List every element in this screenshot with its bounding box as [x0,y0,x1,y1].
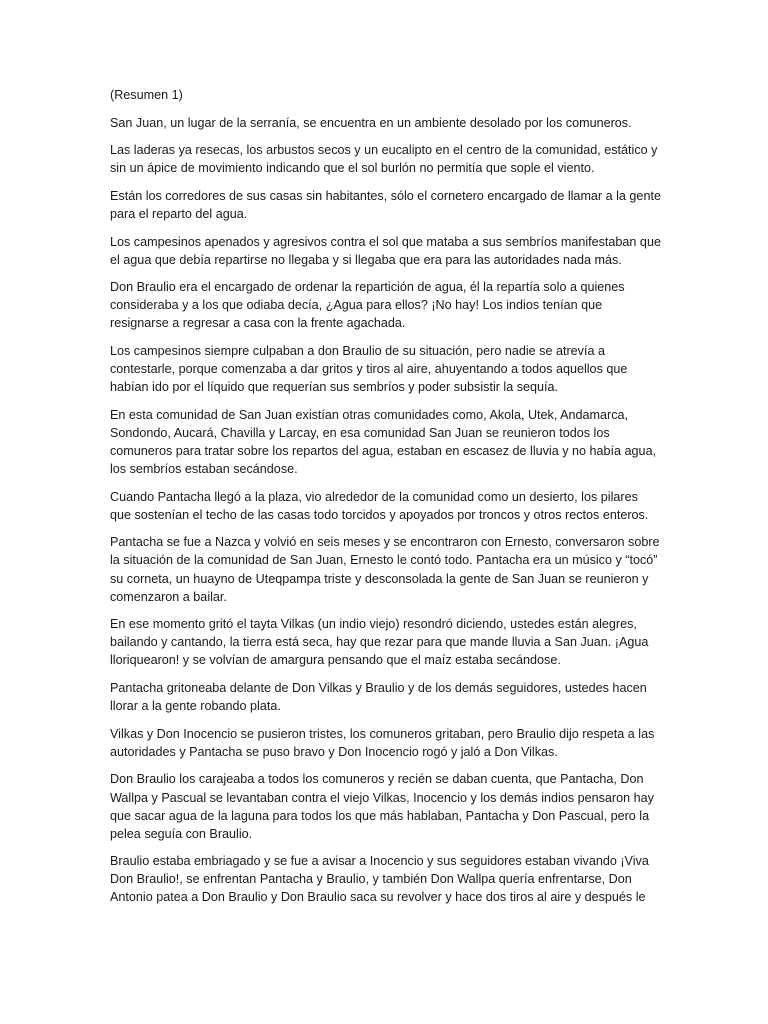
paragraph: Don Braulio era el encargado de ordenar la repartición de agua, él la repartía solo a quienes consideraba y a los que odiaba decía, ¿Agua para ellos? ¡No hay! Los indios tenían que resignarse a regresar a casa con la frente agachada. [110,280,625,331]
paragraph: Pantacha se fue a Nazca y volvió en seis meses y se encontraron con Ernesto, conversaron sobre la situación de la comunidad de San Juan, Ernesto le contó todo. Pantacha era un músico y “tocó” su corneta, un huayno de Uteqpampa triste y desconsolada la gente de San Juan se reunieron y comenzaron a bailar. [110,535,660,604]
paragraph: Don Braulio los carajeaba a todos los comuneros y recién se daban cuenta, que Pantacha, Don Wallpa y Pascual se levantaban contra el viejo Vilkas, Inocencio y los demás indios pensaron hay que sacar agua de la laguna para todos los que más hablaban, Pantacha y Don Pascual, pero la pelea seguía con Braulio. [110,772,654,841]
document-body [110,86,662,916]
paragraph: Las laderas ya resecas, los arbustos secos y un eucalipto en el centro de la comunidad, estático y sin un ápice de movimiento indicando que el sol burlón no permitía que sople el viento. [110,143,658,176]
paragraph: Los campesinos siempre culpaban a don Braulio de su situación, pero nadie se atrevía a contestarle, porque comenzaba a dar gritos y tiros al aire, ahuyentando a todos aquellos que habían ido por el líquido que requerían sus sembríos y poder subsistir la sequía. [110,344,628,395]
paragraph: En esta comunidad de San Juan existían otras comunidades como, Akola, Utek, Andamarca, Sondondo, Aucará, Chavilla y Larcay, en esa comunidad San Juan se reunieron todos los comuneros para tratar sobre los repartos del agua, estaban en escasez de lluvia y no había agua, los sembríos estaban secándose. [110,407,657,477]
paragraph: Pantacha gritoneaba delante de Don Vilkas y Braulio y de los demás seguidores, ustedes hacen llorar a la gente robando plata. [110,681,647,714]
paragraph: Vilkas y Don Inocencio se pusieron tristes, los comuneros gritaban, pero Braulio dijo respeta a las autoridades y Pantacha se puso bravo y Don Inocencio rogó y jaló a Don Vilkas. [110,726,655,759]
paragraph: Cuando Pantacha llegó a la plaza, vio alrededor de la comunidad como un desierto, los pilares que sostenían el techo de las casas todo torcidos y apoyados por troncos y otros rectos enteros. [110,489,649,522]
paragraph: Los campesinos apenados y agresivos contra el sol que mataba a sus sembríos manifestaban que el agua que debía repartirse no llegaba y si llegaba que era para las autoridades nada más. [110,234,661,267]
paragraph: En ese momento gritó el tayta Vilkas (un indio viejo) resondró diciendo, ustedes están alegres, bailando y cantando, la tierra está seca, hay que rezar para que mande lluvia a San Juan. ¡Agua lloriquearon! y se volvían de amargura pensando que el maíz estaba secándose. [110,617,649,668]
paragraph: Están los corredores de sus casas sin habitantes, sólo el cornetero encargado de llamar a la gente para el reparto del agua. [110,188,661,221]
paragraph: San Juan, un lugar de la serranía, se encuentra en un ambiente desolado por los comuneros. [110,115,632,130]
paragraph: Braulio estaba embriagado y se fue a avisar a Inocencio y sus seguidores estaban vivando ¡Viva Don Braulio!, se enfrentan Pantacha y Braulio, y también Don Wallpa quería enfrentarse, Don Antonio patea a Don Braulio y Don Braulio saca su revolver y hace dos tiros al aire y después le [110,854,649,905]
document-heading: (Resumen 1) [110,88,183,102]
